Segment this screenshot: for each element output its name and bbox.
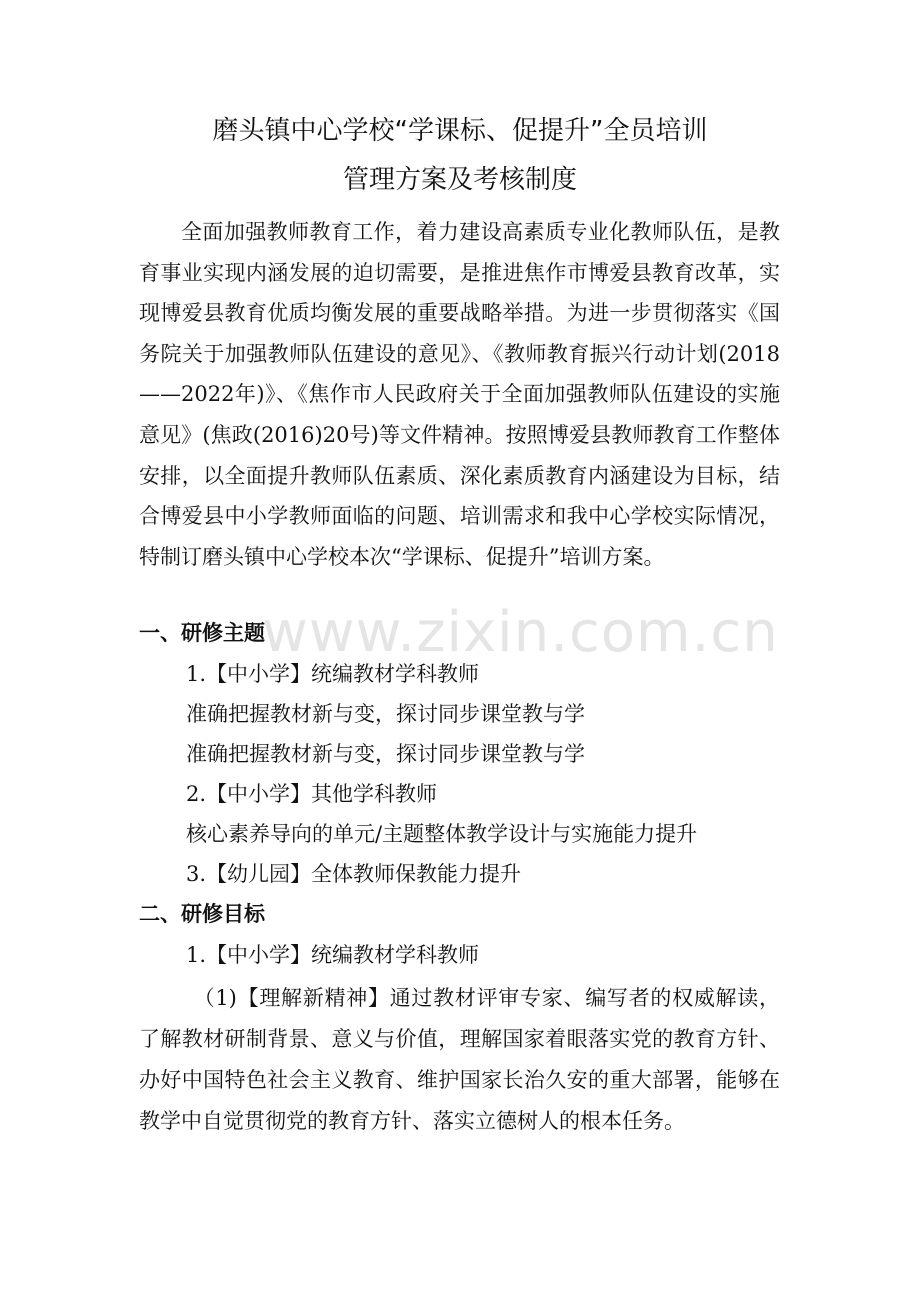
watermark: www.zixin.com.cn [262, 600, 779, 665]
section1-line-4: 2.【中小学】其他学科教师 [186, 782, 438, 806]
section1-heading: 一、研修主题 [139, 621, 265, 645]
intro-paragraph: 全面加强教师教育工作，着力建设高素质专业化教师队伍，是教育事业实现内涵发展的迫切需要，是推进焦作市博爱县教育改革，实现博爱县教育优质均衡发展的重要战略举措。为进一步贯彻落实《国务院关于加强教师队伍建设的意见》、《教师教育振兴行动计划(2018——2022年)》、《焦作市人民政府关于全面加强教师队伍建设的实施意见》(焦政(2016)20号)等文件精神。按照博爱县教师教育工作整体安排，以全面提升教师队伍素质、深化素质教育内涵建设为目标，结合博爱县中小学教师面临的问题、培训需求和我中心学校实际情况，特制订磨头镇中心学校本次“学课标、促提升”培训方案。 [139, 220, 780, 569]
section1-line-3: 准确把握教材新与变，探讨同步课堂教与学 [186, 742, 585, 766]
section1-line-2: 准确把握教材新与变，探讨同步课堂教与学 [186, 702, 585, 726]
section1-line-5: 核心素养导向的单元/主题整体教学设计与实施能力提升 [186, 822, 698, 846]
section2-paragraph: （1)【理解新精神】通过教材评审专家、编写者的权威解读，了解教材研制背景、意义与价值，理解国家着眼落实党的教育方针、办好中国特色社会主义教育、维护国家长治久安的重大部署，能够在教学中自觉贯彻党的教育方针、落实立德树人的根本任务。 [139, 986, 780, 1133]
document-title-line1: 磨头镇中心学校“学课标、促提升”全员培训 [212, 116, 708, 146]
document-title-line2: 管理方案及考核制度 [342, 165, 577, 195]
section1-line-1: 1.【中小学】统编教材学科教师 [186, 662, 480, 686]
section2-line-1: 1.【中小学】统编教材学科教师 [186, 943, 480, 967]
section1-line-6: 3.【幼儿园】全体教师保教能力提升 [186, 862, 522, 886]
section2-heading: 二、研修目标 [139, 902, 265, 926]
